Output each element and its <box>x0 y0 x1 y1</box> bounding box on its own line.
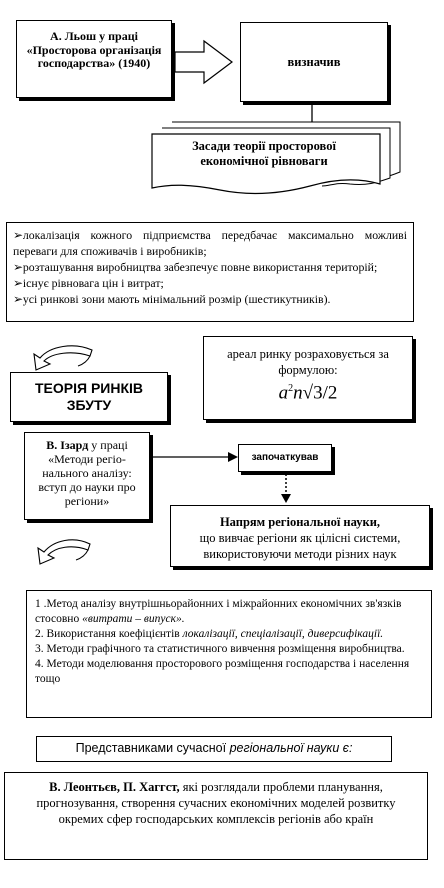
bullet-arrow-icon: ➢ <box>13 260 23 274</box>
principle-item: ➢розташування виробництва забезпечує повне використання територій; <box>13 260 378 274</box>
izard-text <box>25 433 149 508</box>
curved-arrow-icon <box>30 344 100 374</box>
regional-science-box <box>170 505 430 567</box>
equilibrium-title: Засади теорії просторової економічної рівноваги <box>192 139 336 168</box>
dotted-arrow-down-icon <box>280 474 294 504</box>
method-item: 3. Методи графічного та статистичного вивчення розміщення виробництва. <box>35 643 405 655</box>
losh-text <box>17 21 171 71</box>
bullet-arrow-icon: ➢ <box>13 276 23 290</box>
arrow-right-icon <box>174 40 234 84</box>
leontief-text: В. Леонтьєв, П. Хаггст, які розглядали проблеми планування, прогнозування, створення сучасних економічних моделей розвитку окремих сфер господарських комплексів регіонів або країн <box>36 780 396 826</box>
izard-author: В. Ізард <box>46 438 89 452</box>
formula: $a^2n√3/2$ <box>278 382 338 404</box>
initiated-label: започаткував <box>251 452 319 463</box>
method-item: 2. Використання коефіцієнтів локалізації, спеціалізації, диверсифікації. <box>35 628 384 640</box>
method-item: 4. Методи моделювання просторового розміщення господарства і населення тощо <box>35 658 410 685</box>
bullet-arrow-icon: ➢ <box>13 292 23 306</box>
principles-box <box>6 222 414 322</box>
defined-label: визначив <box>287 55 341 69</box>
initiated-box <box>238 444 332 472</box>
representatives-text: Представниками сучасної регіональної науки є: <box>75 741 353 755</box>
losh-work: у праці «Просторова організація господарства» (1940) <box>26 29 162 70</box>
methods-list <box>27 591 431 687</box>
losh-author: А. Льош <box>50 29 97 43</box>
izard-box <box>24 432 150 520</box>
arrow-right-line-icon <box>150 450 240 464</box>
market-theory-title: ТЕОРІЯ РИНКІВ ЗБУТУ <box>34 380 143 413</box>
leontief-box <box>4 772 428 860</box>
formula-box <box>203 336 413 420</box>
principle-item: ➢локалізація кожного підприємства передбачає максимально можливі переваги для споживачів і виробників; <box>13 228 407 258</box>
principle-item: ➢існує рівновага цін і витрат; <box>13 276 164 290</box>
curved-arrow-icon <box>34 538 98 568</box>
bullet-arrow-icon: ➢ <box>13 228 23 242</box>
defined-box <box>240 22 388 102</box>
method-item: 1 .Метод аналізу внутрішньорайонних і міжрайонних економічних зв'язків стосовно «витрати – випуск». <box>35 598 402 625</box>
losh-box <box>16 20 172 98</box>
formula-text: ареал ринку розраховується за формулою: <box>227 347 389 377</box>
market-theory-box <box>10 372 168 422</box>
regional-science-text: Напрям регіональної науки, що вивчає регіони як цілісні системи, використовуючи методи різних наук <box>199 515 401 561</box>
methods-box <box>26 590 432 718</box>
principle-item: ➢усі ринкові зони мають мінімальний розмір (шестикутників). <box>13 292 331 306</box>
izard-work: у праці «Методи регіо-нального аналізу: вступ до науки про регіони» <box>38 438 136 508</box>
representatives-box <box>36 736 392 762</box>
